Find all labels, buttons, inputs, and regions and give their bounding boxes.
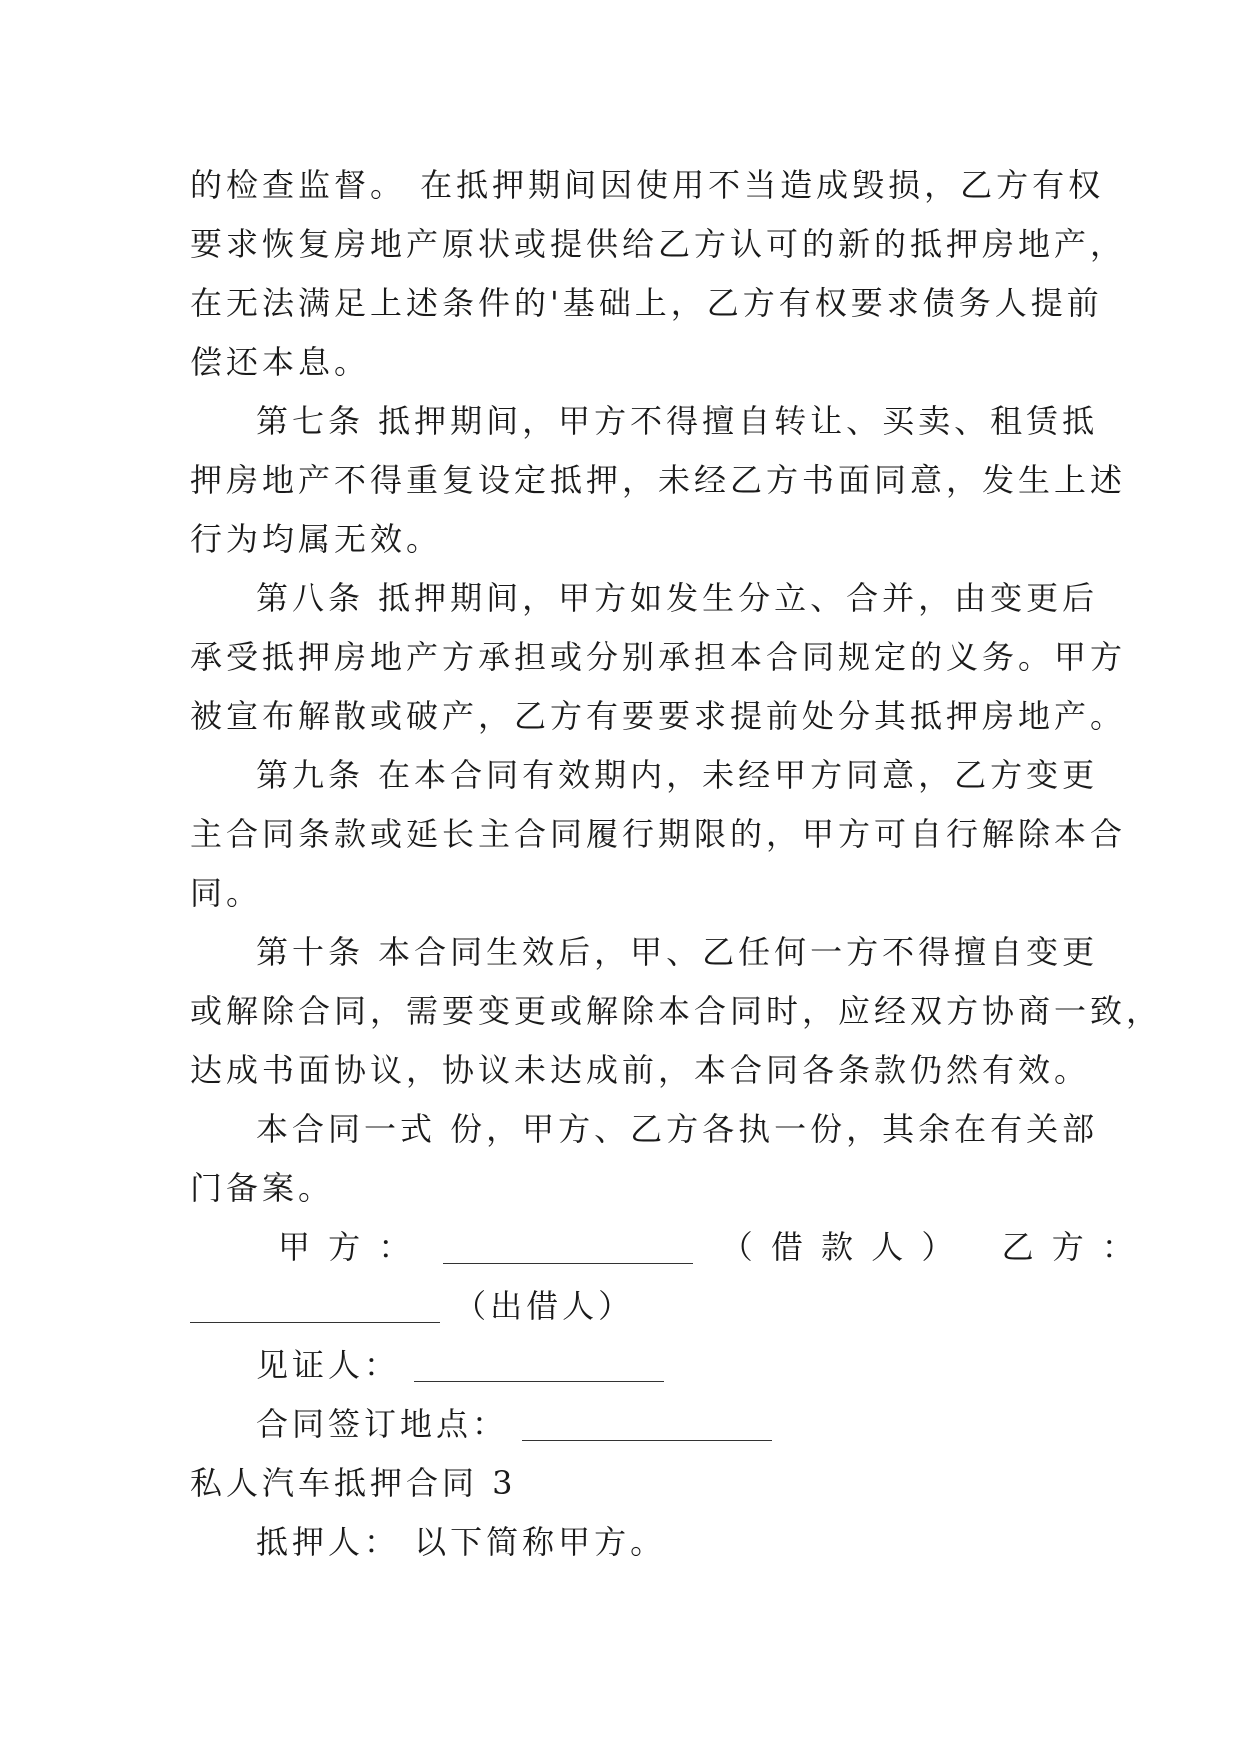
signing-place-blank[interactable] bbox=[522, 1412, 772, 1441]
article-10-line: 或解除合同，需要变更或解除本合同时，应经双方协商一致， bbox=[190, 992, 1163, 1030]
article-8-line: 第八条 抵押期间，甲方如发生分立、合并，由变更后 bbox=[256, 579, 1099, 617]
signing-place-line bbox=[190, 1395, 1070, 1454]
party-b-label: 乙 方 ： bbox=[1001, 1228, 1138, 1266]
article-7-line: 行为均属无效。 bbox=[190, 520, 443, 558]
article-10-line: 第十条 本合同生效后，甲、乙任何一方不得擅自变更 bbox=[256, 933, 1099, 971]
article-10-line: 达成书面协议，协议未达成前，本合同各条款仍然有效。 bbox=[190, 1051, 1091, 1089]
article-9-line: 第九条 在本合同有效期内，未经甲方同意，乙方变更 bbox=[256, 756, 1099, 794]
text-line: 要求恢复房地产原状或提供给乙方认可的新的抵押房地产， bbox=[190, 225, 1127, 263]
witness-line bbox=[190, 1336, 1070, 1395]
party-a-role: （ 借 款 人 ） bbox=[720, 1228, 958, 1266]
article-7-line: 押房地产不得重复设定抵押，未经乙方书面同意，发生上述 bbox=[190, 461, 1127, 499]
party-a-label: 甲 方 ： bbox=[278, 1228, 415, 1266]
article-8-line: 被宣布解散或破产，乙方有要要求提前处分其抵押房地产。 bbox=[190, 697, 1127, 735]
next-contract-title: 私人汽车抵押合同 3 bbox=[190, 1464, 517, 1502]
party-b-line bbox=[190, 1277, 1070, 1336]
text-line: 在无法满足上述条件的'基础上，乙方有权要求债务人提前 bbox=[190, 284, 1103, 322]
article-7-line: 第七条 抵押期间，甲方不得擅自转让、买卖、租赁抵 bbox=[256, 402, 1099, 440]
article-8-line: 承受抵押房地产方承担或分别承担本合同规定的义务。甲方 bbox=[190, 638, 1127, 676]
party-a-blank[interactable] bbox=[443, 1235, 693, 1264]
signing-place-label: 合同签订地点： bbox=[256, 1405, 509, 1443]
party-signature-line bbox=[190, 1218, 1138, 1277]
party-b-blank[interactable] bbox=[190, 1294, 440, 1323]
article-9-line: 同。 bbox=[190, 874, 263, 912]
copies-line: 本合同一式 份，甲方、乙方各执一份，其余在有关部 bbox=[256, 1110, 1099, 1148]
mortgagor-line: 抵押人： 以下简称甲方。 bbox=[256, 1523, 667, 1561]
text-line: 的检查监督。 在抵押期间因使用不当造成毁损，乙方有权 bbox=[190, 166, 1105, 204]
copies-line: 门备案。 bbox=[190, 1169, 335, 1207]
article-9-line: 主合同条款或延长主合同履行期限的，甲方可自行解除本合 bbox=[190, 815, 1127, 853]
party-b-role: （出借人） bbox=[454, 1287, 635, 1325]
witness-blank[interactable] bbox=[414, 1353, 664, 1382]
witness-label: 见证人： bbox=[256, 1346, 401, 1384]
text-line: 偿还本息。 bbox=[190, 343, 371, 381]
document-body bbox=[190, 156, 1163, 1572]
